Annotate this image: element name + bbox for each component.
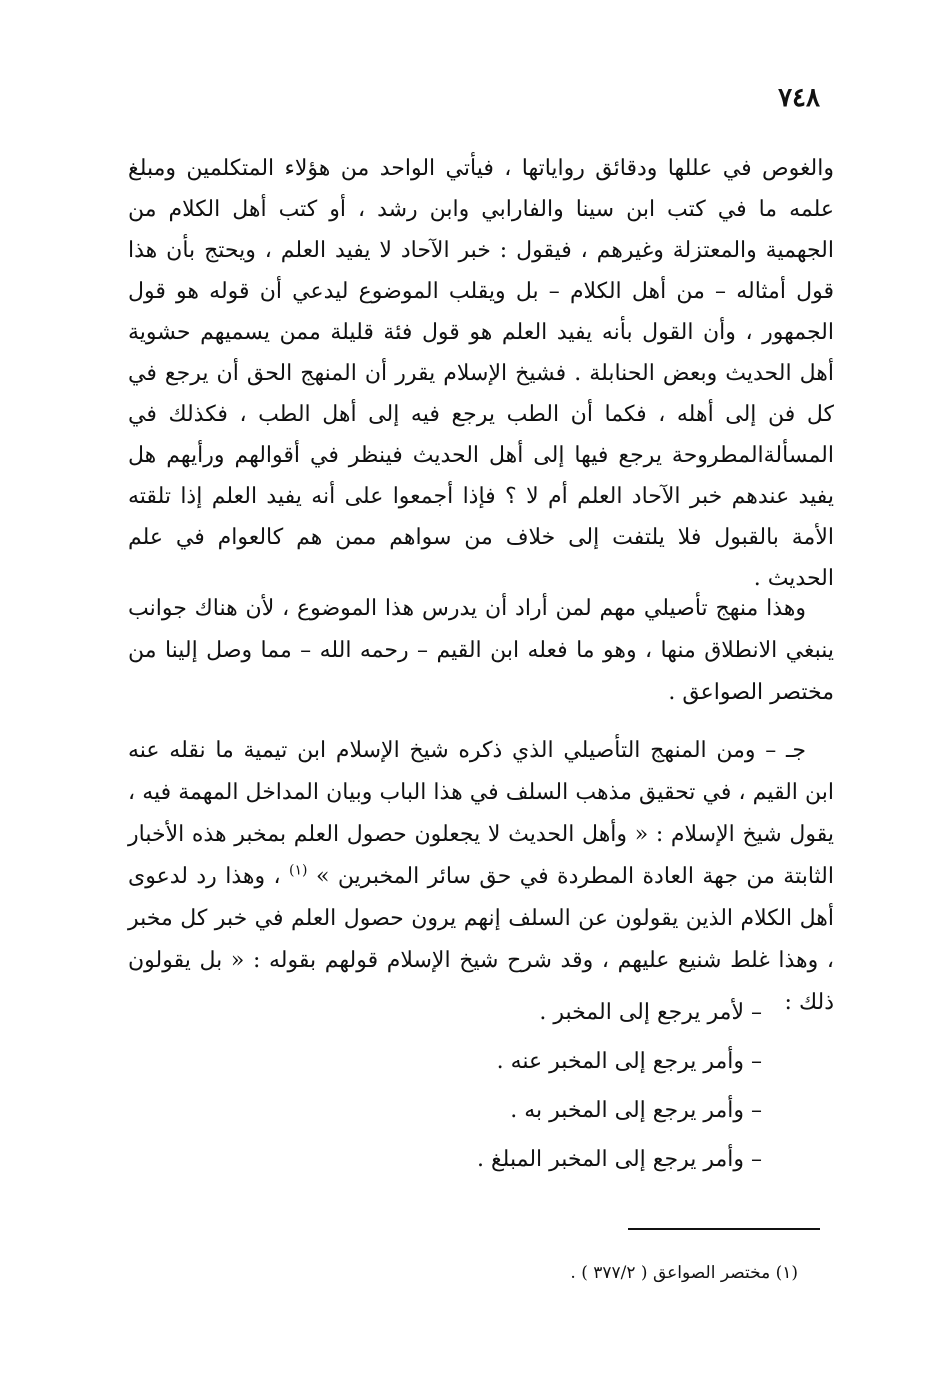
quoted-list: [477, 988, 762, 1184]
paragraph-3: [128, 730, 834, 1024]
list-item: – وأمر يرجع إلى المخبر به .: [510, 1098, 762, 1123]
paragraph-3-first-part: جـ – ومن المنهج التأصيلي الذي ذكره شيخ الإسلام ابن تيمية ما نقله عنه ابن القيم ، في تحقيق مذهب السلف في هذا الباب وبيان المداخل المهمة فيه ، يقول شيخ الإسلام : « وأهل الحديث لا يجعلون حصول العلم بمخبر هذه الأخبار الثابتة من جهة العادة المطردة في حق سائر المخبرين »: [128, 738, 834, 889]
footnote-separator: [628, 1228, 820, 1230]
footnote-reference[interactable]: (١): [289, 862, 308, 879]
footnote: (١) مختصر الصواعق ( ٣٧٧/٢ ) .: [570, 1263, 798, 1283]
paragraph-1: [128, 148, 834, 599]
list-item: – وأمر يرجع إلى المخبر عنه .: [496, 1049, 762, 1074]
paragraph-1-text: والغوص في عللها ودقائق رواياتها ، فيأتي الواحد من هؤلاء المتكلمين ومبلغ علمه ما في كتب ابن سينا والفارابي وابن رشد ، أو كتب أهل الكلام من الجهمية والمعتزلة وغيرهم ، فيقول : خبر الآحاد لا يفيد العلم ، ويحتج بأن هذا قول أمثاله – من أهل الكلام – بل ويقلب الموضوع ليدعي أن قوله هو قول الجمهور ، وأن القول بأنه يفيد العلم هو قول فئة قليلة ممن يسميهم حشوية أهل الحديث وبعض الحنابلة . فشيخ الإسلام يقرر أن المنهج الحق أن يرجع في كل فن إلى أهله ، فكما أن الطب يرجع فيه إلى أهل الطب ، فكذلك في المسألةالمطروحة يرجع فيها إلى أهل الحديث فينظر في أقوالهم ورأيهم هل يفيد عندهم خبر الآحاد العلم أم لا ؟ فإذا أجمعوا على أنه يفيد العلم إذا تلقته الأمة بالقبول فلا يلتفت إلى خلاف من سواهم ممن هم كالعوام في علم الحديث .: [128, 156, 835, 591]
page-number: ٧٤٨: [778, 83, 820, 113]
paragraph-3-second-part: ، وهذا رد لدعوى أهل الكلام الذين يقولون عن السلف إنهم يرون حصول العلم في خبر كل مخبر ، وهذا غلط شنيع عليهم ، وقد شرح شيخ الإسلام قولهم بقوله : « بل يقولون ذلك :: [128, 864, 834, 1015]
list-item: – وأمر يرجع إلى المخبر المبلغ .: [476, 1147, 762, 1172]
paragraph-2-text: وهذا منهج تأصيلي مهم لمن أراد أن يدرس هذا الموضوع ، لأن هناك جوانب ينبغي الانطلاق منها ، وهو ما فعله ابن القيم – رحمه الله – مما وصل إلينا من مختصر الصواعق .: [128, 596, 834, 705]
paragraph-2: [128, 588, 834, 714]
paragraph-3-text: [128, 730, 834, 1024]
list-item: – لأمر يرجع إلى المخبر .: [539, 1000, 762, 1025]
